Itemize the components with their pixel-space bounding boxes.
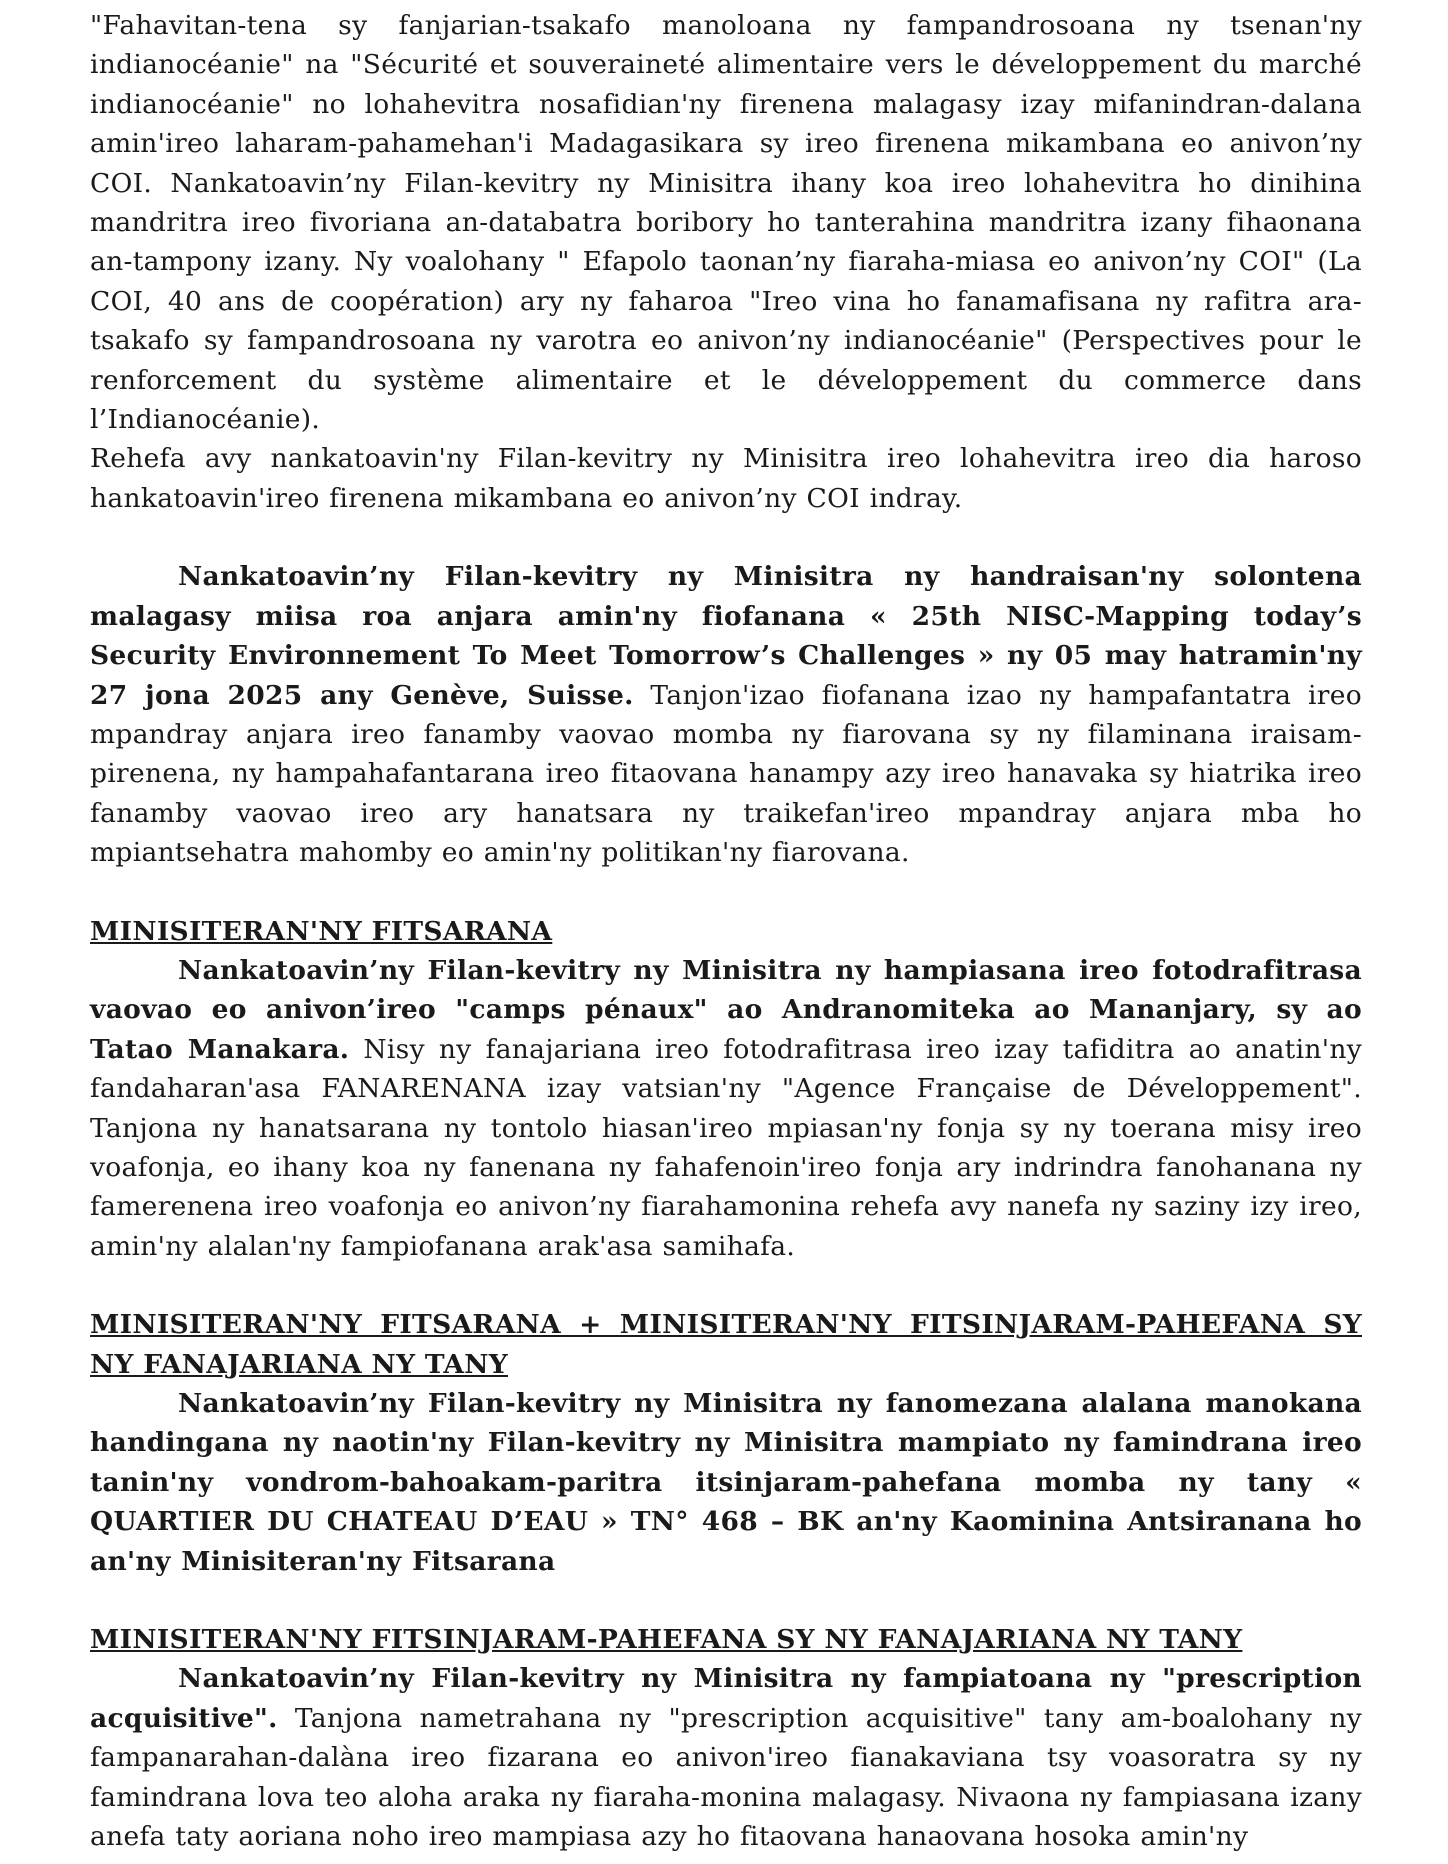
- document-page: [90, 6, 1362, 1856]
- paragraph-land-transfer: [90, 1384, 1362, 1581]
- paragraph-land-transfer-lead: Nankatoavin’ny Filan-kevitry ny Minisitra ny fanomezana alalana manokana handingana ny naotin'ny Filan-kevitry ny Minisitra mampiato ny famindrana ireo tanin'ny vondrom-bahoakam-paritra itsinjaram-pahefana momba ny tany « QUARTIER DU CHATEAU D’EAU » TN° 468 – BK an'ny Kaominina Antsiranana ho an'ny Minisiteran'ny Fitsarana: [90, 1388, 1362, 1577]
- paragraph-nisc-training-body: Tanjon'izao fiofanana izao ny hampafantatra ireo mpandray anjara ireo fanamby vaovao momba ny fiarovana sy ny filaminana iraisam-pirenena, ny hampahafantarana ireo fitaovana hanampy azy ireo hanavaka sy hiatrika ireo fanamby vaovao ireo ary hanatsara ny traikefan'ireo mpandray anjara mba ho mpiantsehatra mahomby eo amin'ny politikan'ny fiarovana.: [90, 679, 1362, 869]
- spacer: [90, 1266, 1362, 1305]
- paragraph-coi-themes: "Fahavitan-tena sy fanjarian-tsakafo manoloana ny fampandrosoana ny tsenan'ny indianocéanie" na "Sécurité et souveraineté alimentaire vers le développement du marché indianocéanie" no lohahevitra nosafidian'ny firenena malagasy izay mifanindran-dalana amin'ireo laharam-pahamehan'i Madagasikara sy ireo firenena mikambana eo anivon’ny COI. Nankatoavin’ny Filan-kevitry ny Minisitra ihany koa ireo lohahevitra ho dinihina mandritra ireo fivoriana an-databatra boribory ho tanterahina mandritra izany fihaonana an-tampony izany. Ny voalohany " Efapolo taonan’ny fiaraha-miasa eo anivon’ny COI" (La COI, 40 ans de coopération) ary ny faharoa "Ireo vina ho fanamafisana ny rafitra ara-tsakafo sy fampandrosoana ny varotra eo anivon’ny indianocéanie" (Perspectives pour le renforcement du système alimentaire et le développement du commerce dans l’Indianocéanie).: [90, 10, 1362, 436]
- spacer: [90, 1581, 1362, 1620]
- section-heading-justice: MINISITERAN'NY FITSARANA: [90, 915, 553, 947]
- section-heading-justice-decentralization: MINISITERAN'NY FITSARANA + MINISITERAN'NY FITSINJARAM-PAHEFANA SY NY FANAJARIANA NY TANY: [90, 1309, 1362, 1380]
- section-heading-decentralization: MINISITERAN'NY FITSINJARAM-PAHEFANA SY NY FANAJARIANA NY TANY: [90, 1624, 1243, 1656]
- paragraph-camps-penaux: [90, 951, 1362, 1266]
- paragraph-camps-penaux-lead: Nankatoavin’ny Filan-kevitry ny Minisitra ny hampiasana ireo fotodrafitrasa vaovao eo anivon’ireo "camps pénaux" ao Andranomiteka ao Mananjary, sy ao Tatao Manakara.: [90, 954, 1362, 1065]
- paragraph-prescription: [90, 1659, 1362, 1856]
- paragraph-camps-penaux-body: Nisy ny fanajariana ireo fotodrafitrasa ireo izay tafiditra ao anatin'ny fandaharan'asa FANARENANA izay vatsian'ny "Agence Française de Développement". Tanjona ny hanatsarana ny tontolo hiasan'ireo mpiasan'ny fonja sy ny toerana misy ireo voafonja, eo ihany koa ny fanenana ny fahafenoin'ireo fonja ary indrindra fanohanana ny famerenena ireo voafonja eo anivon’ny fiarahamonina rehefa avy nanefa ny saziny izy ireo, amin'ny alalan'ny fampiofanana arak'asa samihafa.: [90, 1033, 1362, 1262]
- spacer: [90, 873, 1362, 912]
- spacer: [90, 518, 1362, 557]
- paragraph-nisc-training-lead: Nankatoavin’ny Filan-kevitry ny Minisitra ny handraisan'ny solontena malagasy miisa roa anjara amin'ny fiofanana « 25th NISC-Mapping today’s Security Environnement To Meet Tomorrow’s Challenges » ny 05 may hatramin'ny 27 jona 2025 any Genève, Suisse.: [90, 561, 1362, 711]
- paragraph-prescription-lead: Nankatoavin’ny Filan-kevitry ny Minisitra ny fampiatoana ny "prescription acquisitive".: [90, 1663, 1362, 1734]
- paragraph-coi-approval: Rehefa avy nankatoavin'ny Filan-kevitry ny Minisitra ireo lohahevitra ireo dia haroso hankatoavin'ireo firenena mikambana eo anivon’ny COI indray.: [90, 443, 1362, 514]
- paragraph-prescription-body: Tanjona nametrahana ny "prescription acquisitive" tany am-boalohany ny fampanarahan-dalàna ireo fizarana eo anivon'ireo fianakaviana tsy voasoratra sy ny famindrana lova teo aloha araka ny fiaraha-monina malagasy. Nivaona ny fampiasana izany anefa taty aoriana noho ireo mampiasa azy ho fitaovana hanaovana hosoka amin'ny: [90, 1702, 1362, 1853]
- paragraph-nisc-training: [90, 557, 1362, 872]
